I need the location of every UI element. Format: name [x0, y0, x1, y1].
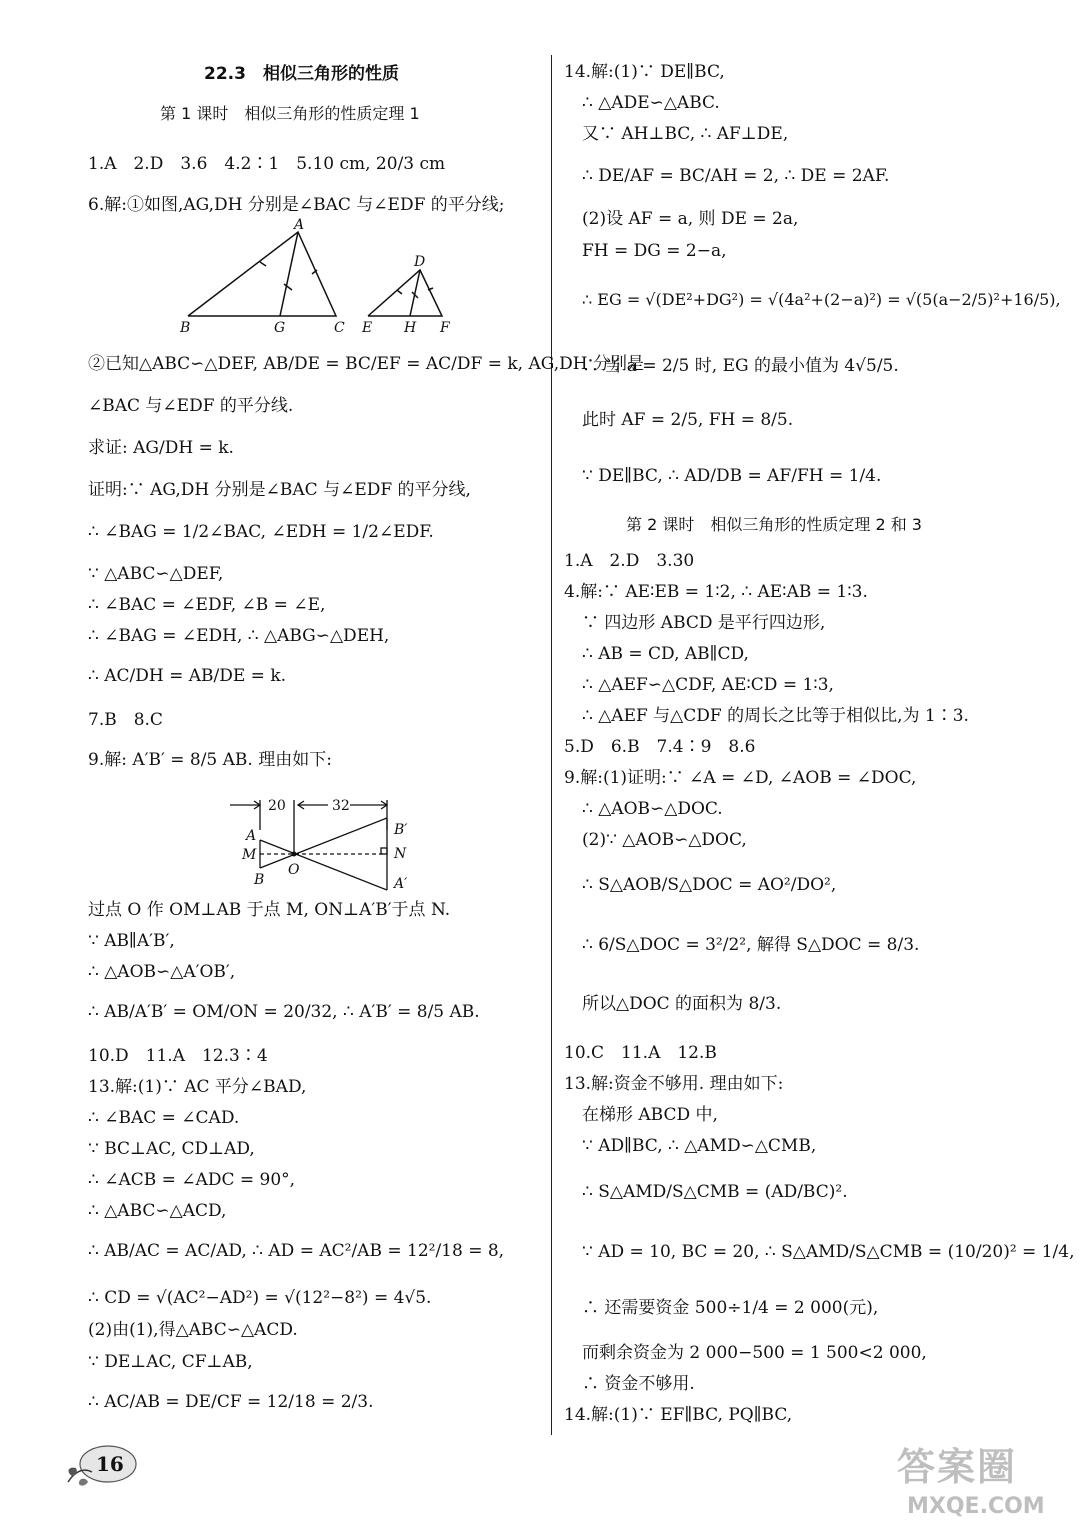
watermark-logo — [889, 1428, 1059, 1528]
triangle-figure — [170, 218, 470, 338]
answer-line: 13.解:资金不够用. 理由如下: — [564, 1074, 784, 1094]
answer-line: ∴ 当 a = 2/5 时, EG 的最小值为 4√5/5. — [582, 356, 899, 376]
answer-line: ∴ △ABC∽△ACD, — [88, 1201, 227, 1221]
answer-line: 4.解:∵ AE∶EB = 1∶2, ∴ AE∶AB = 1∶3. — [564, 582, 868, 602]
label-E: E — [362, 320, 373, 336]
answer-line: ∵ △ABC∽△DEF, — [88, 564, 224, 584]
lesson-subtitle: 第 1 课时 相似三角形的性质定理 1 — [160, 104, 420, 123]
answer-line: ∴ AC/AB = DE/CF = 12/18 = 2/3. — [88, 1392, 374, 1412]
answer-line: 求证: AG/DH = k. — [88, 438, 234, 458]
answer-line: 9.解:(1)证明:∵ ∠A = ∠D, ∠AOB = ∠DOC, — [564, 768, 917, 788]
answer-line: ∴ ∠BAG = ∠EDH, ∴ △ABG∽△DEH, — [88, 626, 390, 646]
answer-line: ∴ 6/S△DOC = 3²/2², 解得 S△DOC = 8/3. — [582, 935, 920, 955]
label-M: M — [242, 847, 257, 863]
answer-line: ∴ △AOB∽△DOC. — [582, 799, 723, 819]
section-title: 22.3 相似三角形的性质 — [204, 64, 399, 84]
answer-line: ∴ AB/A′B′ = OM/ON = 20/32, ∴ A′B′ = 8/5 AB. — [88, 1002, 480, 1022]
answer-line: ∴ △ADE∽△ABC. — [582, 93, 720, 113]
answer-line: 14.解:(1)∵ EF∥BC, PQ∥BC, — [564, 1405, 793, 1425]
answer-line: 7.B 8.C — [88, 710, 163, 730]
answer-line: 过点 O 作 OM⊥AB 于点 M, ON⊥A′B′于点 N. — [88, 900, 451, 920]
page-number-badge — [62, 1442, 140, 1488]
answer-line: ∴ ∠BAC = ∠CAD. — [88, 1108, 240, 1128]
answer-line: 1.A 2.D 3.30 — [564, 551, 695, 571]
answer-line: 而剩余资金为 2 000−500 = 1 500<2 000, — [582, 1343, 927, 1363]
answer-line: 1.A 2.D 3.6 4.2∶1 5.10 cm, 20/3 cm — [88, 154, 446, 174]
answer-line: ∴ AB/AC = AC/AD, ∴ AD = AC²/AB = 12²/18 = 8, — [88, 1241, 505, 1261]
label-H: H — [404, 320, 417, 336]
label-G: G — [274, 320, 286, 336]
answer-line: ∴ ∠BAG = 1/2∠BAC, ∠EDH = 1/2∠EDF. — [88, 522, 434, 542]
answer-line: (2)由(1),得△ABC∽△ACD. — [88, 1320, 298, 1340]
label-Bp: B′ — [394, 822, 408, 838]
triangle-abc — [188, 232, 336, 316]
answer-line: 10.C 11.A 12.B — [564, 1043, 717, 1063]
answer-line: ∴ 还需要资金 500÷1/4 = 2 000(元), — [582, 1298, 879, 1318]
answer-line: ∴ S△AOB/S△DOC = AO²/DO², — [582, 875, 837, 895]
answer-line: 5.D 6.B 7.4∶9 8.6 — [564, 737, 756, 757]
answer-line: ∴ ∠BAC = ∠EDF, ∠B = ∠E, — [88, 595, 326, 615]
answer-line: ∴ △AOB∽△A′OB′, — [88, 962, 236, 982]
answer-line: 9.解: A′B′ = 8/5 AB. 理由如下: — [88, 750, 332, 770]
label-Ap: A′ — [394, 876, 408, 892]
answer-line: ∴ 资金不够用. — [582, 1374, 695, 1394]
answer-line: ∵ BC⊥AC, CD⊥AD, — [88, 1139, 255, 1159]
dist-32: 32 — [332, 798, 350, 814]
watermark-logo-text: 答案圈 — [897, 1445, 1018, 1489]
label-A: A — [246, 828, 257, 844]
answer-line: 证明:∵ AG,DH 分别是∠BAC 与∠EDF 的平分线, — [88, 480, 471, 500]
label-A: A — [294, 218, 305, 233]
answer-line: (2)设 AF = a, 则 DE = 2a, — [582, 209, 799, 229]
answer-line: ∴ EG = √(DE²+DG²) = √(4a²+(2−a)²) = √(5(a−2/5)²+16/5), — [582, 290, 1061, 309]
label-N: N — [394, 846, 407, 862]
answer-line: ∴ CD = √(AC²−AD²) = √(12²−8²) = 4√5. — [88, 1288, 432, 1308]
answer-line: 所以△DOC 的面积为 8/3. — [582, 994, 782, 1014]
label-B: B — [180, 320, 191, 336]
answer-line: ∴ AC/DH = AB/DE = k. — [88, 666, 287, 686]
column-divider — [551, 55, 552, 1435]
pinhole-figure — [222, 790, 422, 896]
answer-line: ②已知△ABC∽△DEF, AB/DE = BC/EF = AC/DF = k, AG,DH 分别是 — [88, 354, 644, 374]
label-C: C — [334, 320, 345, 336]
answer-line: ∴ △AEF 与△CDF 的周长之比等于相似比,为 1∶3. — [582, 706, 969, 726]
label-D: D — [414, 254, 426, 270]
answer-line: ∴ ∠ACB = ∠ADC = 90°, — [88, 1170, 296, 1190]
lesson-subtitle-2: 第 2 课时 相似三角形的性质定理 2 和 3 — [626, 515, 922, 534]
answer-line: 6.解:①如图,AG,DH 分别是∠BAC 与∠EDF 的平分线; — [88, 195, 505, 215]
answer-line: ∴ S△AMD/S△CMB = (AD/BC)². — [582, 1182, 848, 1202]
label-F: F — [440, 320, 450, 336]
answer-line: 13.解:(1)∵ AC 平分∠BAD, — [88, 1077, 307, 1097]
answer-line: FH = DG = 2−a, — [582, 241, 727, 261]
label-B: B — [254, 872, 265, 888]
answer-line: ∴ DE/AF = BC/AH = 2, ∴ DE = 2AF. — [582, 166, 890, 186]
answer-line: 此时 AF = 2/5, FH = 8/5. — [582, 410, 794, 430]
answer-line: ∠BAC 与∠EDF 的平分线. — [88, 396, 294, 416]
page-number: 16 — [96, 1452, 124, 1476]
answer-line: 14.解:(1)∵ DE∥BC, — [564, 62, 725, 82]
answer-line: ∵ 四边形 ABCD 是平行四边形, — [582, 613, 826, 633]
answer-line: (2)∵ △AOB∽△DOC, — [582, 830, 747, 850]
answer-line: ∵ AD∥BC, ∴ △AMD∽△CMB, — [582, 1136, 817, 1156]
label-O: O — [288, 862, 300, 878]
answer-line: ∴ △AEF∽△CDF, AE∶CD = 1∶3, — [582, 675, 834, 695]
answer-line: 10.D 11.A 12.3∶4 — [88, 1046, 268, 1066]
triangle-def — [368, 270, 442, 316]
answer-line: ∴ AB = CD, AB∥CD, — [582, 644, 749, 664]
dist-20: 20 — [268, 798, 286, 814]
answer-line: ∵ DE⊥AC, CF⊥AB, — [88, 1352, 253, 1372]
answer-line: ∵ DE∥BC, ∴ AD/DB = AF/FH = 1/4. — [582, 466, 882, 486]
answer-line: 又∵ AH⊥BC, ∴ AF⊥DE, — [582, 124, 789, 144]
answer-line: 在梯形 ABCD 中, — [582, 1105, 718, 1125]
answer-line: ∵ AB∥A′B′, — [88, 931, 175, 951]
watermark-site: MXQE.COM — [907, 1494, 1045, 1519]
answer-line: ∵ AD = 10, BC = 20, ∴ S△AMD/S△CMB = (10/20)² = 1/4, — [582, 1242, 1075, 1262]
